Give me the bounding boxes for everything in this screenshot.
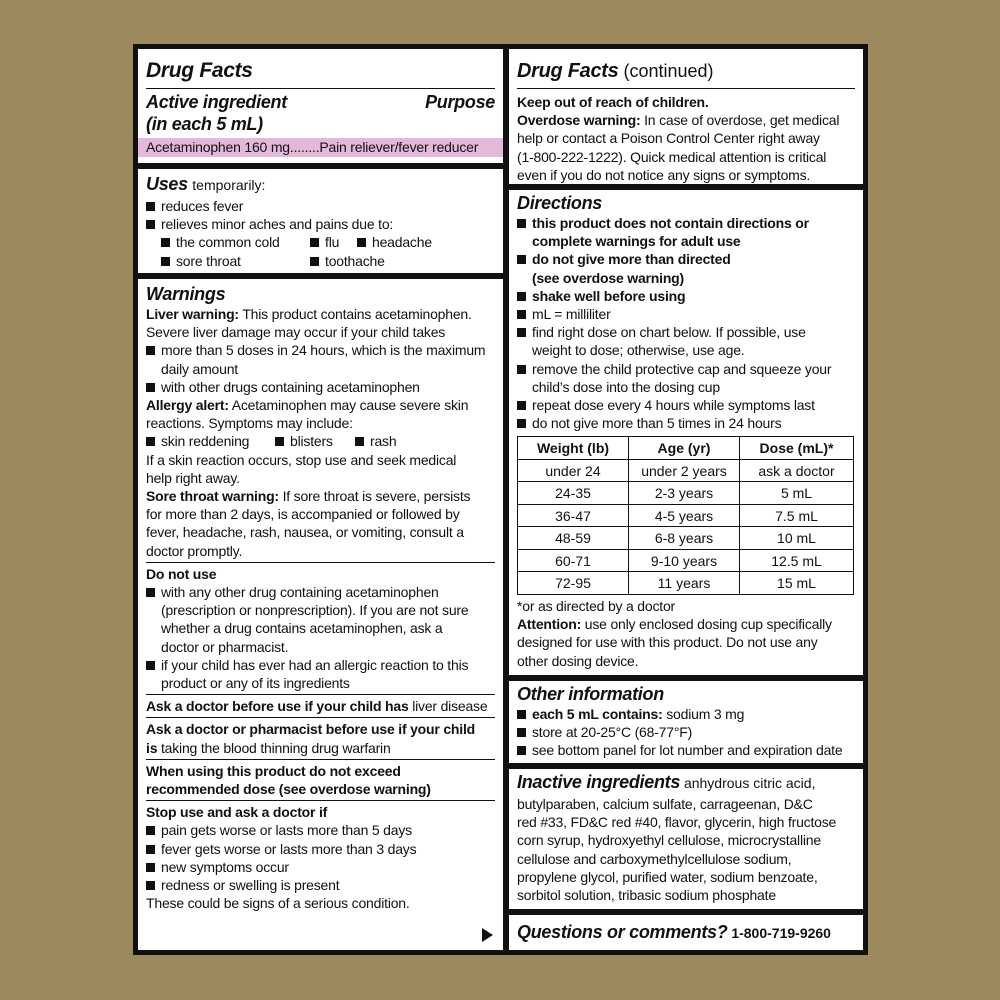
other-item: see bottom panel for lot number and expiration date	[517, 741, 855, 759]
questions-phone[interactable]: 1-800-719-9260	[727, 925, 831, 941]
inactive-text: corn syrup, hydroxyethyl cellulose, microcrystalline	[517, 832, 821, 849]
stop-item: pain gets worse or lasts more than 5 days	[146, 821, 495, 839]
inactive-text: sorbitol solution, tribasic sodium phosphate	[517, 887, 776, 904]
overdose-text: help or contact a Poison Control Center right away	[517, 130, 820, 147]
inactive-text: red #33, FD&C red #40, flavor, glycerin, high fructose	[517, 814, 837, 831]
stop-item: fever gets worse or lasts more than 3 days	[146, 840, 495, 858]
ask-doctor: Ask a doctor before use if your child has liver disease	[146, 698, 488, 715]
allergy-alert: Allergy alert: Acetaminophen may cause severe skin	[146, 397, 469, 414]
stop-item: redness or swelling is present	[146, 876, 495, 894]
bullet-icon	[146, 661, 155, 670]
bullet-icon	[517, 219, 526, 228]
bullet-icon	[146, 588, 155, 597]
bullet-icon	[275, 437, 284, 446]
bullet-icon	[146, 383, 155, 392]
allergy-items: skin reddening blisters rash	[146, 432, 495, 450]
bullet-icon	[517, 292, 526, 301]
bullet-icon	[517, 746, 526, 755]
table-row: under 24 under 2 years ask a doctor	[518, 459, 854, 482]
uses-subitems: the common cold flu headache	[146, 233, 495, 251]
direction-item: shake well before using	[517, 287, 855, 305]
uses-heading: Uses	[146, 174, 188, 194]
warnings-heading: Warnings	[146, 284, 226, 304]
overdose-text: (1-800-222-1222). Quick medical attention is critical	[517, 148, 827, 165]
uses-box	[138, 169, 503, 273]
table-header-row	[518, 437, 854, 460]
when-using: When using this product do not exceed	[146, 762, 401, 779]
bullet-icon	[146, 863, 155, 872]
liver-warning-text: Severe liver damage may occur if your child takes	[146, 324, 446, 341]
direction-item: mL = milliliter	[517, 305, 855, 323]
stop-item: new symptoms occur	[146, 858, 495, 876]
purpose-heading: Purpose	[425, 92, 495, 112]
overdose-text: even if you do not notice any signs or symptoms.	[517, 166, 811, 183]
direction-item-cont: weight to dose; otherwise, use age.	[532, 342, 745, 359]
bullet-icon	[146, 845, 155, 854]
bullet-icon	[146, 437, 155, 446]
stop-use-heading: Stop use and ask a doctor if	[146, 804, 328, 821]
directions-heading: Directions	[517, 193, 603, 213]
bullet-icon	[355, 437, 364, 446]
liver-warning: Liver warning: This product contains acetaminophen.	[146, 306, 472, 322]
bullet-icon	[517, 310, 526, 319]
allergy-text: reactions. Symptoms may include:	[146, 415, 353, 432]
attention-text: Attention: use only enclosed dosing cup specifically	[517, 616, 832, 633]
direction-item: this product does not contain directions or	[517, 214, 855, 232]
uses-item: relieves minor aches and pains due to:	[146, 215, 495, 233]
table-row: 24-35 2-3 years 5 mL	[518, 482, 854, 505]
drug-facts-continued-title: Drug Facts (continued)	[517, 60, 714, 82]
table-row: 60-71 9-10 years 12.5 mL	[518, 549, 854, 572]
do-not-use-cont: whether a drug contains acetaminophen, ask a	[161, 620, 443, 637]
drug-facts-title: Drug Facts	[146, 59, 253, 82]
table-row: 48-59 6-8 years 10 mL	[518, 527, 854, 550]
bullet-icon	[517, 419, 526, 428]
sore-throat-warning: Sore throat warning: If sore throat is severe, persists	[146, 488, 471, 505]
direction-item: find right dose on chart below. If possible, use	[517, 323, 855, 341]
table-header: Dose (mL)*	[740, 437, 854, 460]
other-information-box	[509, 681, 863, 763]
continue-arrow-icon	[482, 928, 493, 942]
bullet-icon	[357, 238, 366, 247]
uses-subitems: sore throat toothache	[146, 252, 495, 270]
sore-throat-text: for more than 2 days, is accompanied or followed by	[146, 506, 460, 523]
sore-throat-text: doctor promptly.	[146, 542, 243, 559]
do-not-use-cont: (prescription or nonprescription). If you are not sure	[161, 602, 469, 619]
uses-intro: temporarily:	[192, 177, 266, 193]
bullet-icon	[161, 238, 170, 247]
liver-item: with other drugs containing acetaminophen	[146, 378, 495, 396]
inactive-text: cellulose and carboxymethylcellulose sodium,	[517, 850, 792, 867]
bullet-icon	[517, 255, 526, 264]
overdose-box	[509, 49, 863, 184]
liver-item-cont: daily amount	[161, 360, 238, 377]
drug-facts-panel	[133, 44, 868, 955]
overdose-warning: Overdose warning: In case of overdose, get medical	[517, 112, 840, 129]
directions-box	[509, 190, 863, 675]
questions-label: Questions or comments?	[517, 922, 728, 942]
direction-item: do not give more than directed	[517, 250, 855, 268]
other-item: each 5 mL contains: sodium 3 mg	[517, 705, 855, 723]
bullet-icon	[517, 328, 526, 337]
signs-text: These could be signs of a serious condition.	[146, 895, 410, 912]
uses-item: reduces fever	[146, 197, 495, 215]
direction-item: repeat dose every 4 hours while symptoms last	[517, 396, 855, 414]
questions-box	[509, 915, 863, 950]
bullet-icon	[517, 710, 526, 719]
bullet-icon	[146, 346, 155, 355]
table-header: Age (yr)	[629, 437, 740, 460]
active-ingredient-box	[138, 49, 503, 163]
inactive-text: propylene glycol, purified water, sodium benzoate,	[517, 868, 818, 885]
skin-reaction-text: help right away.	[146, 469, 240, 486]
warnings-box	[138, 279, 503, 950]
table-header: Weight (lb)	[518, 437, 629, 460]
bullet-icon	[146, 202, 155, 211]
do-not-use-cont: product or any of its ingredients	[161, 675, 350, 692]
bullet-icon	[517, 728, 526, 737]
attention-text-cont: other dosing device.	[517, 652, 639, 669]
do-not-use-cont: doctor or pharmacist.	[161, 638, 289, 655]
ask-pharmacist-cont: is taking the blood thinning drug warfarin	[146, 739, 391, 756]
do-not-use-item: with any other drug containing acetaminophen	[146, 583, 495, 601]
bullet-icon	[517, 401, 526, 410]
direction-item: do not give more than 5 times in 24 hours	[517, 414, 855, 432]
sore-throat-text: fever, headache, rash, nausea, or vomiting, consult a	[146, 524, 464, 541]
when-using: recommended dose (see overdose warning)	[146, 781, 431, 798]
active-ingredient-sub: (in each 5 mL)	[146, 114, 263, 134]
ask-pharmacist: Ask a doctor or pharmacist before use if your child	[146, 721, 475, 738]
table-row: 72-95 11 years 15 mL	[518, 572, 854, 595]
direction-item-cont: complete warnings for adult use	[532, 233, 741, 250]
do-not-use-heading: Do not use	[146, 565, 217, 582]
bullet-icon	[146, 881, 155, 890]
direction-item-cont: child’s dose into the dosing cup	[532, 378, 720, 395]
do-not-use-item: if your child has ever had an allergic reaction to this	[146, 656, 495, 674]
bullet-icon	[517, 365, 526, 374]
inactive-text: butylparaben, calcium sulfate, carrageenan, D&C	[517, 796, 813, 812]
table-row: 36-47 4-5 years 7.5 mL	[518, 504, 854, 527]
bullet-icon	[310, 257, 319, 266]
inactive-ingredients-box	[509, 769, 863, 909]
inactive-heading-row: Inactive ingredients anhydrous citric acid,	[517, 772, 816, 792]
direction-item-cont: (see overdose warning)	[532, 269, 684, 286]
bullet-icon	[146, 220, 155, 229]
dosage-table	[517, 436, 854, 595]
active-ingredient-heading: Active ingredient	[146, 92, 287, 112]
skin-reaction-text: If a skin reaction occurs, stop use and seek medical	[146, 451, 457, 468]
other-item: store at 20-25°C (68-77°F)	[517, 723, 855, 741]
keep-out-text: Keep out of reach of children.	[517, 94, 709, 110]
ingredient-row: Acetaminophen 160 mg........Pain reliever/fever reducer	[138, 138, 503, 157]
table-footnote: *or as directed by a doctor	[517, 597, 676, 614]
liver-item: more than 5 doses in 24 hours, which is the maximum	[146, 341, 495, 359]
bullet-icon	[161, 257, 170, 266]
direction-item: remove the child protective cap and squeeze your	[517, 360, 855, 378]
other-info-heading: Other information	[517, 684, 664, 704]
attention-text-cont: designed for use with this product. Do not use any	[517, 634, 818, 651]
bullet-icon	[146, 826, 155, 835]
bullet-icon	[310, 238, 319, 247]
